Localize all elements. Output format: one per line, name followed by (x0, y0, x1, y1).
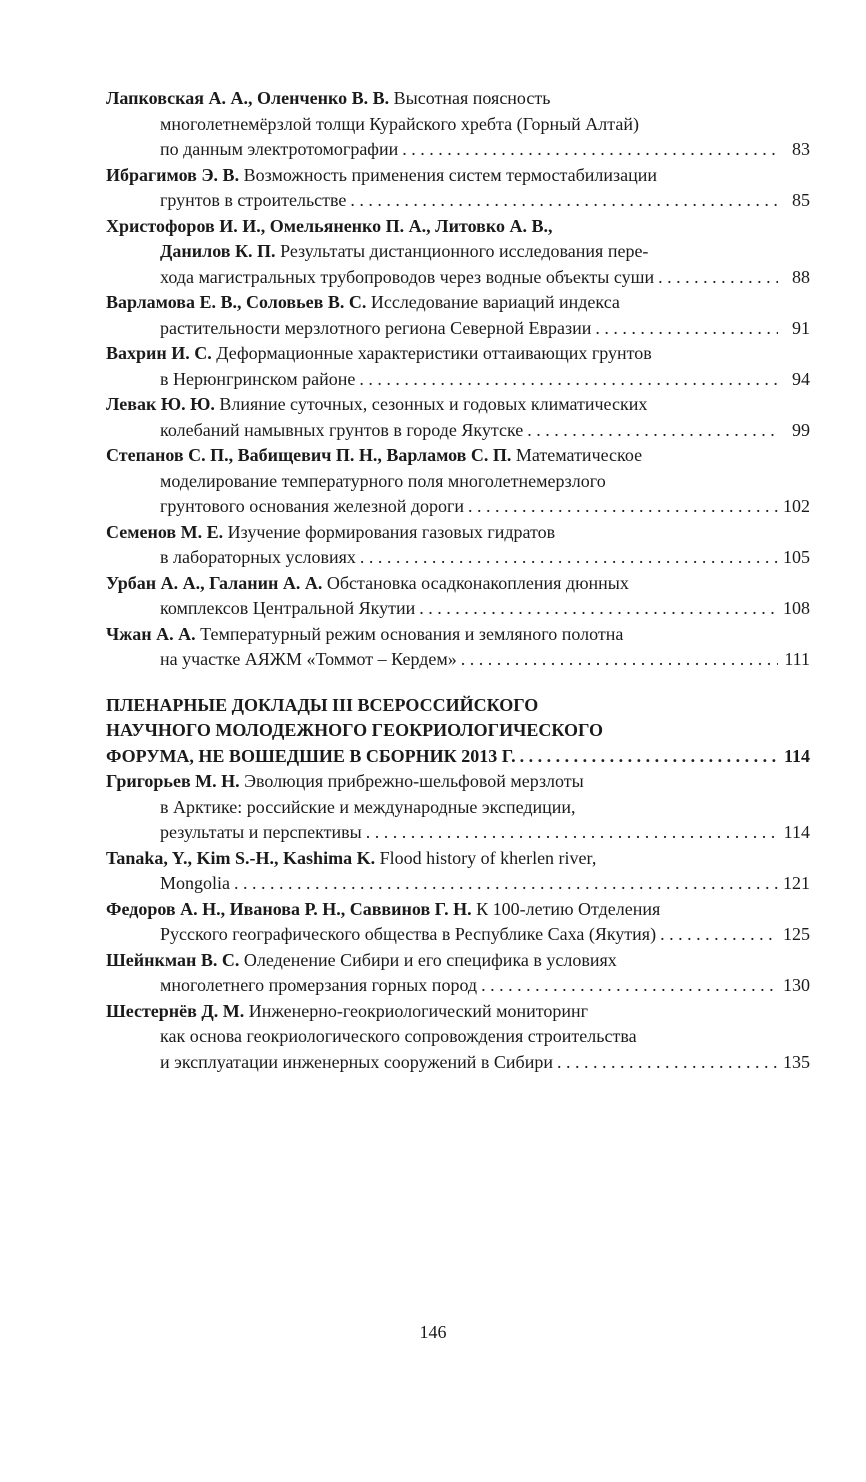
entry-title-end: Mongolia (160, 873, 230, 893)
entry-title-part: Температурный режим основания и земляного полотна (195, 623, 624, 644)
entry-last-line (106, 922, 810, 948)
dot-leader (527, 418, 778, 444)
dot-leader (366, 820, 778, 846)
entry-title-end: в лабораторных условиях (160, 547, 356, 567)
entry-first-line (106, 341, 810, 367)
toc-entry (106, 999, 810, 1076)
entry-authors: Христофоров И. И., Омельяненко П. А., Литовко А. В., (106, 215, 553, 236)
entry-title-end: растительности мерзлотного региона Северной Евразии (160, 317, 592, 338)
dot-leader (658, 265, 778, 291)
entry-page-number: 111 (784, 649, 810, 669)
entry-authors: Вахрин И. С. (106, 343, 212, 363)
entry-page-number: 83 (792, 139, 810, 159)
entry-page-number: 91 (792, 317, 810, 338)
entry-title-line: как основа геокриологического сопровождения строительства (160, 1026, 637, 1046)
entry-title-line: в Арктике: российские и международные экспедиции, (160, 796, 576, 817)
dot-leader (234, 871, 778, 897)
entry-title-part: Изучение формирования газовых гидратов (223, 521, 556, 542)
entry-title-end: многолетнего промерзания горных пород (160, 975, 478, 995)
table-of-contents (106, 86, 810, 1075)
entry-page-number: 88 (792, 266, 810, 287)
toc-entry (106, 163, 810, 214)
entry-first-line (106, 622, 810, 648)
entry-title-part: Возможность применения систем термостабилизации (239, 164, 658, 185)
entry-first-line (106, 948, 810, 974)
entry-page-number: 105 (783, 547, 810, 567)
entry-page-number: 125 (783, 924, 810, 944)
entry-authors: Чжан А. А. (106, 623, 196, 644)
dot-leader (402, 137, 778, 163)
entry-last-line (106, 316, 810, 342)
entry-authors: Tanaka, Y., Kim S.-H., Kashima K. (106, 847, 376, 868)
toc-entry (106, 948, 810, 999)
entry-authors: Ибрагимов Э. В. (106, 164, 240, 185)
entry-title-end: грунтового основания железной дороги (160, 496, 465, 516)
entry-last-line (106, 647, 810, 673)
entry-authors: Лапковская А. А., Оленченко В. В. (106, 88, 390, 108)
entry-title-end: Русского географического общества в Республике Саха (Якутия) (160, 924, 657, 944)
entry-page-number: 121 (783, 873, 810, 893)
dot-leader (419, 596, 778, 622)
toc-entry (106, 571, 810, 622)
entry-last-line (106, 137, 810, 163)
dot-leader (520, 744, 778, 770)
entry-title-end: колебаний намывных грунтов в городе Якутске (160, 419, 524, 440)
entry-title-part: Обстановка осадконакопления дюнных (322, 572, 629, 593)
entry-authors-line-2 (106, 239, 810, 265)
entry-title-part: Исследование вариаций индекса (366, 292, 620, 312)
toc-entry (106, 520, 810, 571)
dot-leader (360, 545, 778, 571)
entry-last-line (106, 265, 810, 291)
entry-title-part: Математическое (511, 445, 643, 465)
entry-last-line (106, 188, 810, 214)
entry-page-number: 99 (792, 419, 810, 440)
section-line-1: ПЛЕНАРНЫЕ ДОКЛАДЫ III ВСЕРОССИЙСКОГО (106, 694, 539, 715)
entry-authors: Григорьев М. Н. (106, 771, 240, 791)
entry-first-line (106, 897, 810, 923)
page-number: 146 (419, 1322, 447, 1342)
entry-first-line (106, 520, 810, 546)
dot-leader (557, 1050, 778, 1076)
toc-entry (106, 392, 810, 443)
entry-page-number: 135 (783, 1051, 810, 1072)
entry-title-part: Инженерно-геокриологический мониторинг (244, 1000, 589, 1021)
entry-title-part: Flood history of kherlen river, (375, 847, 597, 868)
entry-last-line (106, 1050, 810, 1076)
entry-last-line (106, 494, 810, 520)
entry-title-part: Оледенение Сибири и его специфика в условиях (239, 949, 617, 970)
entry-title-part: Эволюция прибрежно-шельфовой мерзлоты (239, 771, 584, 791)
toc-entry (106, 622, 810, 673)
toc-entry (106, 341, 810, 392)
entry-last-line (106, 820, 810, 846)
entry-authors: Шейнкман В. С. (106, 949, 240, 970)
dot-leader (595, 316, 778, 342)
entry-title-line: моделирование температурного поля многолетнемерзлого (160, 470, 606, 491)
section-last-line (106, 744, 810, 770)
entry-title-end: комплексов Центральной Якутии (160, 598, 416, 618)
entry-title-end: по данным электротомографии (160, 139, 399, 159)
section-page-number: 114 (783, 745, 810, 766)
toc-entry (106, 290, 810, 341)
entry-authors: Федоров А. Н., Иванова Р. Н., Саввинов Г. Н. (106, 898, 472, 919)
entry-page-number: 108 (783, 598, 810, 618)
entry-authors: Степанов С. П., Вабищевич П. Н., Варламов С. П. (106, 445, 512, 465)
entry-authors: Урбан А. А., Галанин А. А. (106, 572, 323, 593)
entry-title-end: на участке АЯЖМ «Томмот – Кердем» (160, 649, 457, 669)
entry-first-line (106, 999, 810, 1025)
toc-entry (106, 897, 810, 948)
entry-first-line (106, 392, 810, 418)
entry-last-line (106, 418, 810, 444)
dot-leader (468, 494, 778, 520)
entry-last-line (106, 973, 810, 999)
entry-title-end: в Нерюнгринском районе (160, 368, 356, 389)
toc-entry (106, 846, 810, 897)
entry-first-line (106, 163, 810, 189)
section-line-3: ФОРУМА, НЕ ВОШЕДШИЕ В СБОРНИК 2013 Г. (106, 745, 516, 766)
entry-authors: Семенов М. Е. (106, 521, 224, 542)
entry-page-number: 85 (792, 190, 810, 210)
dot-leader (461, 647, 778, 673)
entry-title-end: результаты и перспективы (160, 822, 362, 842)
entry-page-number: 114 (783, 822, 810, 842)
toc-group-1 (106, 86, 810, 673)
entry-authors: Варламова Е. В., Соловьев В. С. (106, 292, 367, 312)
dot-leader (660, 922, 778, 948)
entry-first-line (106, 846, 810, 872)
toc-group-2 (106, 769, 810, 1075)
entry-first-line (106, 214, 810, 240)
entry-title-part: Высотная поясность (389, 88, 551, 108)
entry-first-line (106, 290, 810, 316)
dot-leader (350, 188, 778, 214)
entry-title-part: Деформационные характеристики оттаивающих грунтов (211, 343, 652, 363)
entry-authors-2: Данилов К. П. (160, 241, 276, 261)
entry-title-part: К 100-летию Отделения (471, 898, 661, 919)
entry-authors: Шестернёв Д. М. (106, 1000, 245, 1021)
toc-entry (106, 214, 810, 291)
dot-leader (359, 367, 778, 393)
entry-title-end: грунтов в строительстве (160, 190, 347, 210)
entry-last-line (106, 871, 810, 897)
entry-page-number: 130 (783, 975, 810, 995)
section-line-2: НАУЧНОГО МОЛОДЕЖНОГО ГЕОКРИОЛОГИЧЕСКОГО (106, 720, 603, 740)
entry-last-line (106, 596, 810, 622)
entry-title-part: Влияние суточных, сезонных и годовых климатических (214, 394, 648, 414)
entry-first-line (106, 571, 810, 597)
entry-first-line (106, 443, 810, 469)
entry-title-part: Результаты дистанционного исследования пере- (275, 241, 649, 261)
entry-title-line: многолетнемёрзлой толщи Курайского хребта (Горный Алтай) (160, 113, 639, 134)
toc-entry (106, 86, 810, 163)
entry-page-number: 94 (792, 368, 810, 389)
entry-first-line (106, 86, 810, 112)
entry-last-line (106, 545, 810, 571)
entry-first-line (106, 769, 810, 795)
toc-entry (106, 443, 810, 520)
toc-entry (106, 769, 810, 846)
entry-title-end: и эксплуатации инженерных сооружений в Сибири (160, 1051, 553, 1072)
entry-page-number: 102 (783, 496, 810, 516)
entry-last-line (106, 367, 810, 393)
dot-leader (481, 973, 778, 999)
entry-authors: Левак Ю. Ю. (106, 394, 215, 414)
entry-title-end: хода магистральных трубопроводов через водные объекты суши (160, 266, 655, 287)
section-heading (106, 693, 810, 770)
